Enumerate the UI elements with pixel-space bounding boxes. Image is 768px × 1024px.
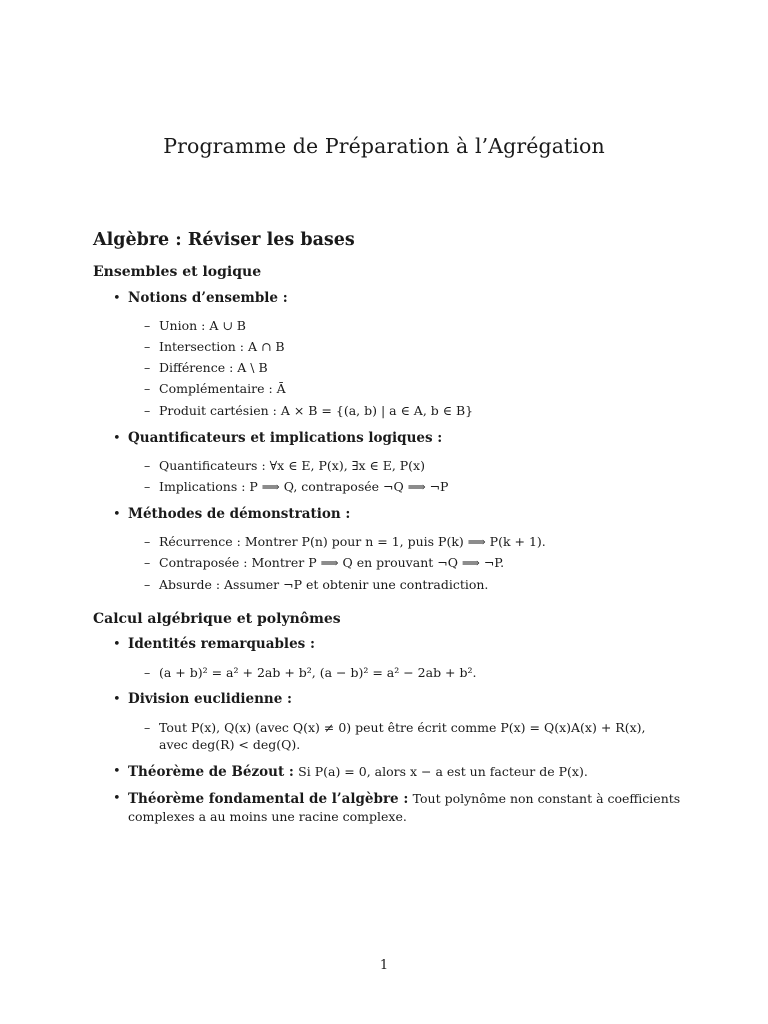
document-title: Programme de Préparation à l’Agrégation xyxy=(163,134,605,158)
bezout-label: Théorème de Bézout : xyxy=(128,764,294,780)
bullet-label: Notions d’ensemble : xyxy=(128,290,288,306)
fondamental-label: Théorème fondamental de l’algèbre : xyxy=(128,791,409,807)
page-number: 1 xyxy=(379,958,389,973)
section-title: Algèbre : Réviser les bases xyxy=(93,230,355,250)
fondamental-text: Tout polynôme non constant à coefficients complexes a au moins une racine complexe. xyxy=(128,791,681,824)
bullet-dot: • xyxy=(113,291,121,306)
subsection-title-ensembles: Ensembles et logique xyxy=(93,264,262,280)
document-page: Programme de Préparation à l’Agrégation Algèbre : Réviser les bases Ensembles et logique • Notions d’ensemble : – Union : A ∪ B – Intersection : A ∩ B – Différence : A \ B – Complémentaire : Ā – Produit cartésien : A × B = {(a, b) | a ∈ A, b ∈ B} • Quantificateurs et implications logiques : – Quantificateurs : ∀x ∈ E, P(x), ∃x ∈ E, P(x) – Implications : P ⟹ Q, contraposée ¬Q ⟹ ¬P • Méthodes de démonstration : – Récurrence : Montrer P(n) pour n = 1, puis P(k) ⟹ P(k + 1). – Contraposée : Montrer P ⟹ Q en prouvant ¬Q ⟹ ¬P. – Absurde : Assumer ¬P et obtenir une contradiction. Calcul algébrique et polynômes • Identités remarquables : – (a + b)² = a² + 2ab + b², (a − b)² = a² − 2ab + b². • Division euclidienne : – Tout P(x), Q(x) (avec Q(x) ≠ 0) peut être écrit comme P(x) = Q(x)A(x) + R(x), avec deg(R) < deg(Q). • Théorème de Bézout : Si P(a) = 0, alors x − a est un facteur de P(x). • Théorème fondamental de l’algèbre : Tout polynôme non constant à coefficients complexes a au moins une racine complexe. 1 xyxy=(0,0,768,1024)
bezout-text: Si P(a) = 0, alors x − a est un facteur de P(x). xyxy=(298,764,588,779)
subsection-title-calcul: Calcul algébrique et polynômes xyxy=(93,611,341,627)
